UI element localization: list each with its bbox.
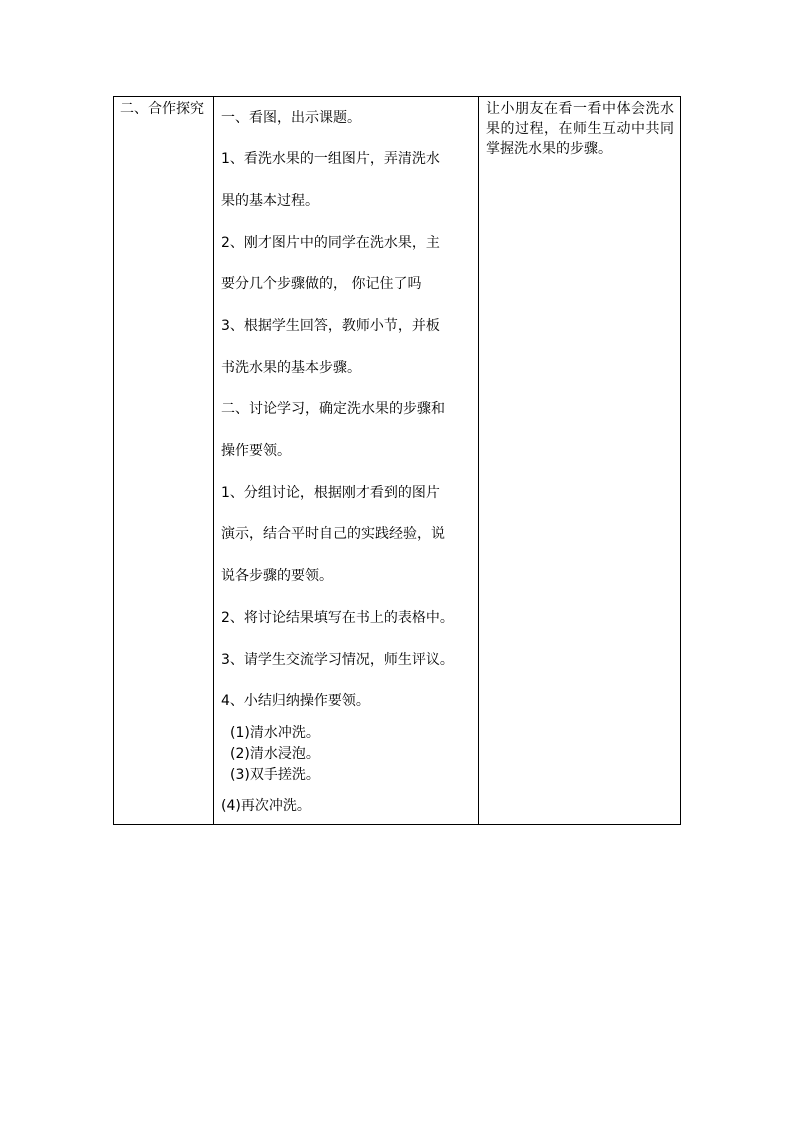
procedure-line: 一、看图，出示课题。 — [221, 110, 361, 126]
procedure-line: 操作要领。 — [221, 443, 291, 459]
intent-text: 让小朋友在看一看中体会洗水果的过程，在师生互动中共同掌握洗水果的步骤。 — [486, 101, 674, 157]
procedure-line: 书洗水果的基本步骤。 — [221, 360, 361, 376]
procedure-line: 1、看洗水果的一组图片，弄清洗水 — [221, 151, 440, 167]
phase-cell — [114, 97, 214, 825]
procedure-line: 4、小结归纳操作要领。 — [221, 693, 370, 709]
procedure-line: 2、将讨论结果填写在书上的表格中。 — [221, 610, 454, 626]
procedure-line: 二、讨论学习，确定洗水果的步骤和 — [221, 401, 445, 417]
phase-label: 二、合作探究 — [120, 101, 204, 117]
procedure-cell — [214, 97, 479, 825]
procedure-line: 3、请学生交流学习情况，师生评议。 — [221, 652, 454, 668]
table-row — [114, 97, 681, 825]
procedure-line: 果的基本过程。 — [221, 193, 319, 209]
step-line: (3)双手搓洗。 — [230, 767, 320, 783]
step-line: (2)清水浸泡。 — [230, 746, 320, 762]
procedure-line: 演示，结合平时自己的实践经验，说 — [221, 526, 445, 542]
intent-cell — [479, 97, 681, 825]
lesson-plan-table — [113, 96, 681, 825]
step-line: (4)再次冲洗。 — [221, 798, 311, 814]
procedure-line: 要分几个步骤做的， 你记住了吗 — [221, 276, 422, 292]
procedure-line: 说各步骤的要领。 — [221, 568, 333, 584]
procedure-line: 2、刚才图片中的同学在洗水果，主 — [221, 235, 440, 251]
procedure-line: 1、分组讨论，根据刚才看到的图片 — [221, 485, 440, 501]
procedure-line: 3、根据学生回答，教师小节，并板 — [221, 318, 440, 334]
step-line: (1)清水冲洗。 — [230, 725, 320, 741]
